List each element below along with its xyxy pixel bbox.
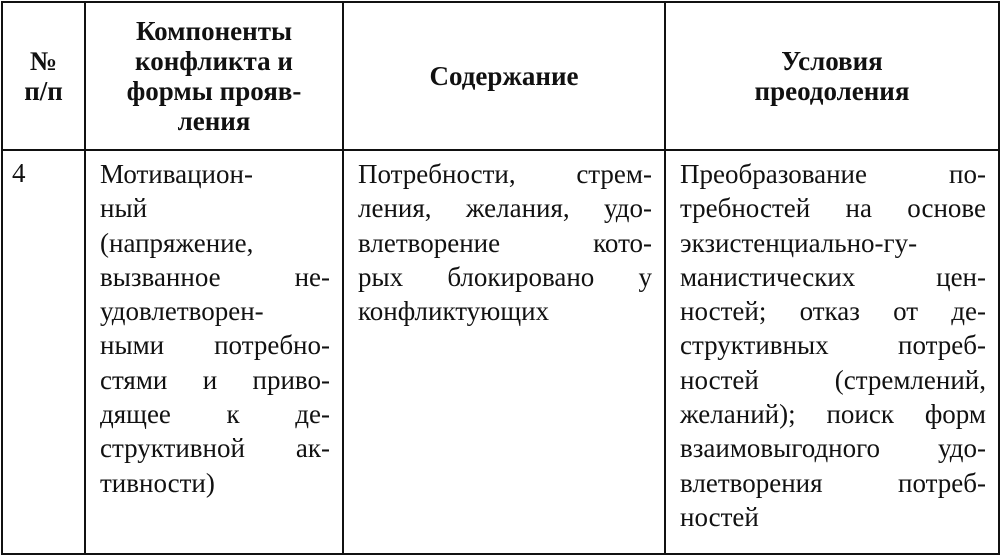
header-line: п/п [24, 76, 63, 106]
header-line: Условия [781, 46, 883, 76]
row-number: 4 [12, 158, 26, 188]
cell-line: желаний); поиск форм [680, 399, 986, 430]
cell-line: ностей [680, 501, 759, 532]
header-conditions [665, 2, 999, 150]
cell-line: влетворение кото- [358, 227, 652, 258]
header-line: конфликта и [135, 46, 293, 76]
cell-line: структивной ак- [100, 433, 330, 464]
header-line: Компоненты [135, 16, 293, 46]
cell-line: тивности) [100, 467, 215, 498]
header-components [85, 2, 343, 150]
cell-line: удовлетворен- [100, 296, 264, 327]
cell-line: Преобразование по- [680, 159, 986, 189]
header-number [2, 2, 85, 150]
cell-line: Мотивацион- [100, 159, 253, 189]
cell-line: требностей на основе [680, 193, 986, 224]
cell-line: (напряжение, [100, 227, 254, 258]
cell-line: Потребности, стрем- [358, 159, 652, 189]
component-text [86, 151, 342, 500]
row-number-cell [2, 150, 85, 554]
header-line: Содержание [429, 61, 579, 91]
cell-line: экзистенциально-гу- [680, 227, 918, 258]
cell-line: влетворения потреб- [680, 467, 986, 498]
cell-line: конфликтующих [358, 296, 550, 327]
cell-line: структивных потреб- [680, 330, 986, 361]
header-content [343, 2, 665, 150]
content-text [344, 151, 664, 328]
cell-line: рых блокировано у [358, 261, 652, 292]
cell-line: дящее к де- [100, 399, 330, 430]
header-line: формы прояв- [126, 76, 302, 106]
header-line: ления [177, 106, 251, 136]
component-cell [85, 150, 343, 554]
cell-line: ностей; отказ от де- [680, 296, 986, 327]
cell-line: ный [100, 193, 148, 224]
cell-line: манистических цен- [680, 261, 986, 292]
content-cell [343, 150, 665, 554]
cell-line: ления, желания, удо- [358, 193, 652, 224]
conflict-components-table [1, 1, 1000, 555]
cell-line: взаимовыгодного удо- [680, 433, 986, 464]
cell-line: стями и приво- [100, 364, 330, 395]
header-line: № [29, 46, 58, 76]
conditions-text [666, 151, 998, 534]
cell-line: вызванное не- [100, 261, 330, 292]
cell-line: ными потребно- [100, 330, 330, 361]
conditions-cell [665, 150, 999, 554]
cell-line: ностей (стремлений, [680, 364, 986, 395]
table-header-row [2, 2, 999, 150]
table-row [2, 150, 999, 554]
header-line: преодоления [754, 76, 910, 106]
